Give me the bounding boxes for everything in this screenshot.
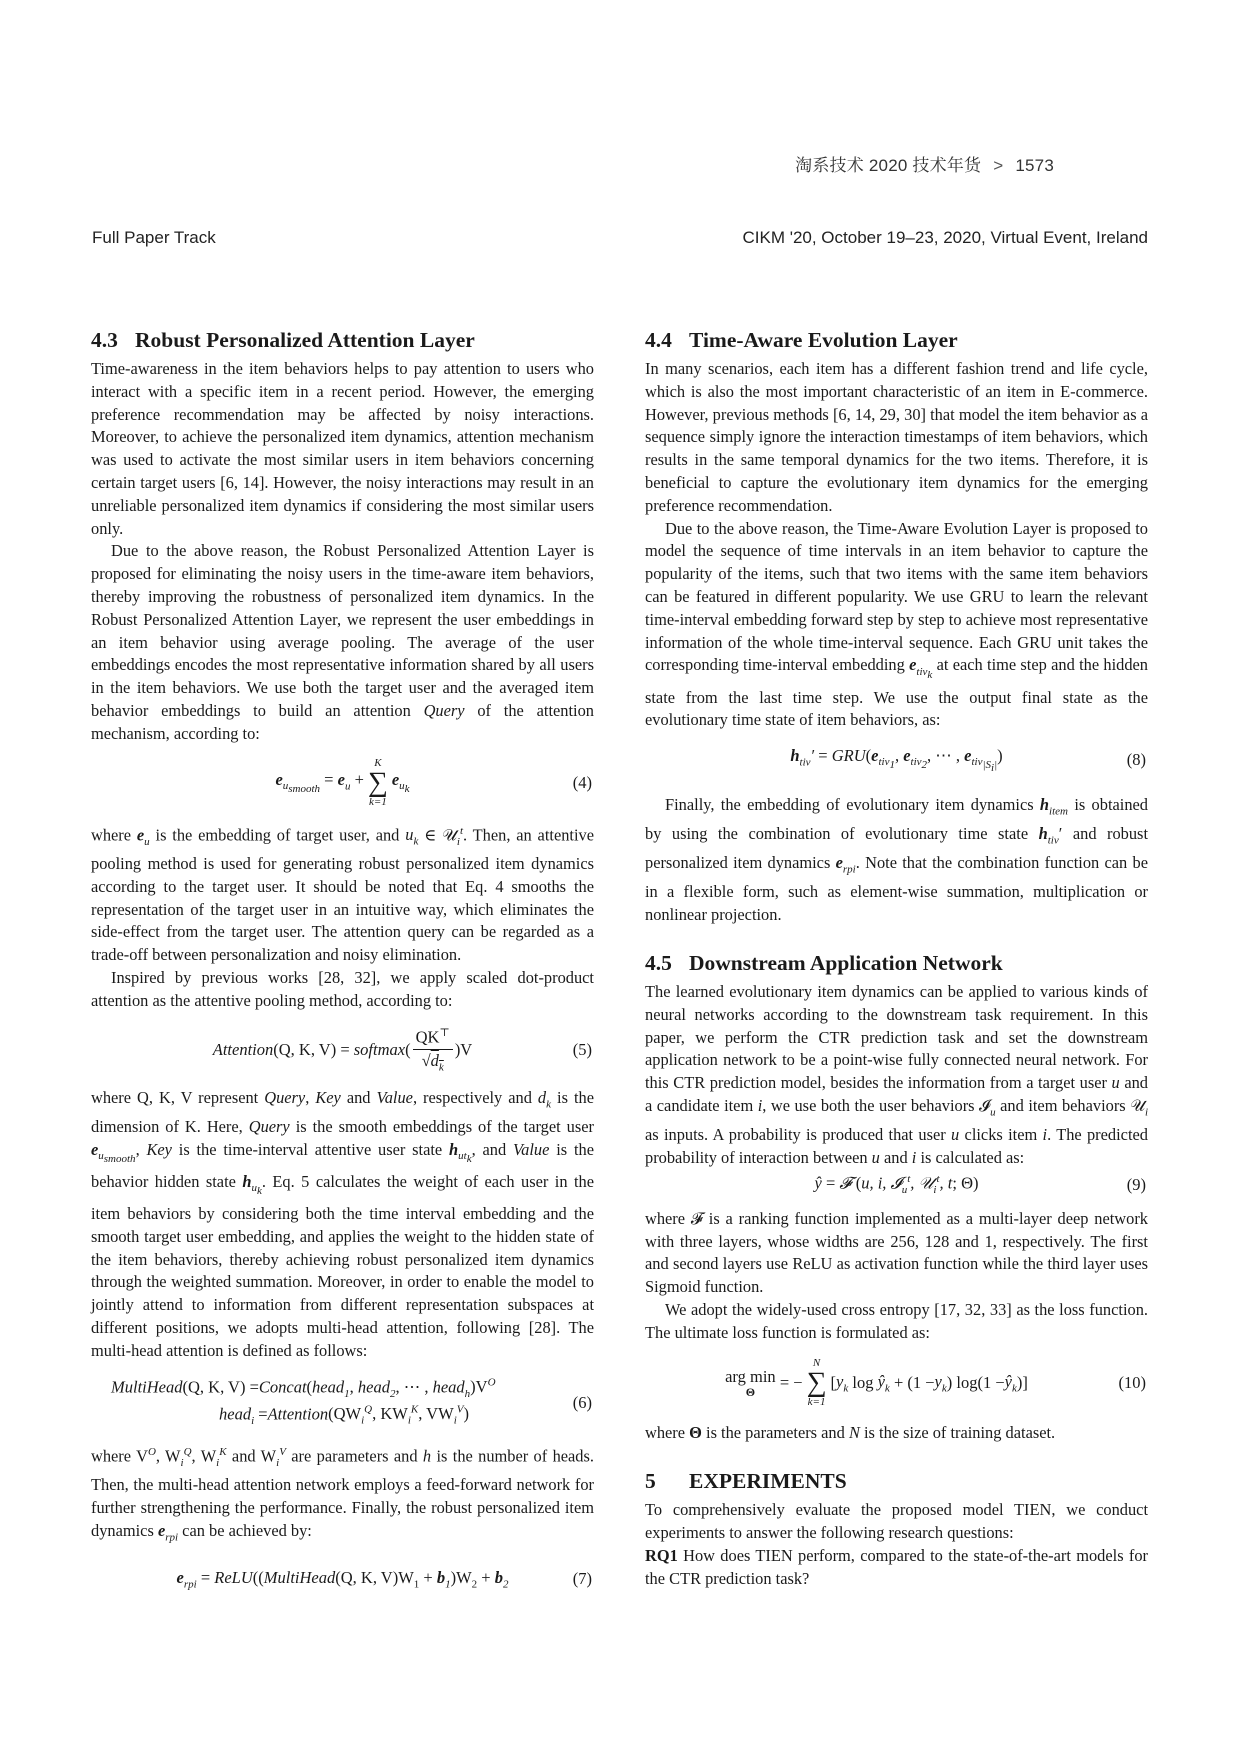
text-run: is the embedding of target user, and — [155, 825, 400, 845]
page-number: 1573 — [1015, 156, 1054, 175]
text-run: are parameters and — [291, 1446, 418, 1466]
section-number: 4.4 — [645, 328, 672, 352]
text-run: where — [645, 1423, 686, 1443]
equation-7: $e_{rpi}$ = ReLU((MultiHead(Q, K, $V)W_1 + b_1)W_2 + b_2$ (7) — [176, 1567, 592, 1591]
right-column — [645, 326, 1148, 1590]
text-run: . Note that the combination function can be in a flexible form, such as element-wise summation, multiplication or nonlinear projection. — [645, 853, 1148, 925]
section-title: Robust Personalized Attention Layer — [135, 328, 475, 352]
section-number: 4.5 — [645, 951, 672, 976]
text-run: , and — [471, 1139, 507, 1159]
section-title: Downstream Application Network — [689, 951, 1003, 976]
running-header-right: CIKM '20, October 19–23, 2020, Virtual Event, Ireland — [742, 228, 1148, 247]
section-heading-5 — [645, 1467, 1148, 1495]
text-run: Key — [315, 1087, 341, 1107]
text-run: is the smooth embeddings of the target user — [295, 1116, 594, 1136]
paragraph: where 𝓕 is a ranking function implemented as a multi-layer deep network with three layers, whose widths are 256, 128 and 1, respectively. The first and second layers use ReLU as activation function while the third layer uses Sigmoid function. — [645, 1208, 1148, 1297]
equation-number: (9) — [1126, 1174, 1146, 1194]
paragraph — [91, 540, 594, 745]
equation-9: ŷ = 𝓕 (u, i, 𝓘$_u^t$, 𝒰$_i^t$, t; Θ) (9) — [814, 1173, 1146, 1197]
paragraph: Due to the above reason, the Time-Aware Evolution Layer is proposed to model the sequence of time intervals in an item behavior to capture the popularity of the items, such that two items with the same item behaviors can be featured in different popularity. We use GRU to learn the relevant time-interval embedding forward step by step to achieve most representative information of the whole time-interval sequence. Each GRU unit takes the corresponding time-interval embedding $e_{tiv_k}$ at each time step and the hidden state from the last time step. We use the output final state as the evolutionary time state of item behaviors, as: — [645, 518, 1148, 730]
text-run: where Q, K, V represent — [91, 1087, 259, 1107]
header-separator: > — [993, 156, 1004, 175]
text-run: Query — [248, 1116, 290, 1136]
equation-4: $e_{u_{smooth}} = e_u$ + K ∑ k=1 $e_{u_k}$ (4) — [275, 756, 592, 808]
text-run: Key — [146, 1139, 172, 1159]
text-run: is the dimension of K. Here, — [91, 1087, 594, 1136]
section-heading-4-5 — [645, 949, 1148, 977]
equation-number: (8) — [1126, 750, 1146, 770]
text-run: , we use both the user behaviors — [762, 1096, 975, 1116]
equation-6: MultiHead(Q, K, V) =Concat(head$_1$, head$_2$, ⋯ , $head_h)V^O$ head$_i$ $=Attention(QW_i^Q$, $KW_i^K$, $VW_i^V$) (6) — [111, 1376, 592, 1427]
text-run: is the behavior hidden state — [91, 1139, 594, 1191]
text-run: clicks item — [964, 1125, 1038, 1145]
text-run: is calculated as: — [920, 1147, 1025, 1167]
text-run: is the number of heads. Then, the multi-head attention network employs a feed-forward network for further strengthening the performance. Finally, the robust personalized item dynamics — [91, 1446, 594, 1540]
text-run: and robust personalized item dynamics — [645, 824, 1148, 873]
section-title: EXPERIMENTS — [689, 1469, 847, 1494]
section-heading-4-3 — [91, 326, 594, 354]
text-run: The learned evolutionary item dynamics can be applied to various kinds of neural networks according to the downstream task requirement. In this paper, we perform the CTR prediction task and set the downstream application network to be a point-wise fully connected neural network. For this CTR prediction model, besides the information from a target user — [645, 982, 1148, 1093]
text-run: is the time-interval attentive user state — [178, 1139, 443, 1159]
text-run: is obtained by using the combination of evolutionary time state — [645, 795, 1148, 844]
text-run: and — [346, 1087, 371, 1107]
text-run: , respectively and — [412, 1087, 532, 1107]
paragraph: We adopt the widely-used cross entropy [17, 32, 33] as the loss function. The ultimate loss function is formulated as: — [645, 1299, 1148, 1342]
text-run: of the attention mechanism, according to: — [91, 700, 594, 743]
paragraph: where $V^O$, $W_i^Q$, $W_i^K$ and $W_i^V$ are parameters and h is the number of heads. Then, the multi-head attention network employs a feed-forward network for further strengthening the performance. Finally, the robust personalized item dynamics $e_{rpi}$ can be achieved by: — [91, 1445, 594, 1544]
paragraph: Finally, the embedding of evolutionary item dynamics $h_{item}$ is obtained by using the combination of evolutionary time state $h_{tiv}'$ and robust personalized item dynamics $e_{rpi}$. Note that the combination function can be in a flexible form, such as element-wise summation, multiplication or nonlinear projection. — [645, 795, 1148, 925]
text-run: and a candidate item — [645, 1073, 1148, 1116]
paragraph: where $e_u$ is the embedding of target user, and $u_k$ ∈ 𝒰$_i^t$. Then, an attentive pooling method is used for generating robust personalized item dynamics according to the target user. It should be noted that Eq. 4 smooths the representation of the target user in an intuitive way, which eliminates the side-effect from the target user. The attention query can be regarded as a trade-off between personalization and noisy elimination. — [91, 824, 594, 965]
text-run: Due to the above reason, the Time-Aware Evolution Layer is proposed to model the sequence of time intervals in an item behavior to capture the popularity of the items, such that two items with the same item behaviors can be featured in different popularity. We use GRU to learn the relevant time-interval embedding forward step by step to achieve most representative information of the whole time-interval sequence. Each GRU unit takes the corresponding time-interval embedding — [645, 518, 1148, 675]
paragraph: The learned evolutionary item dynamics can be applied to various kinds of neural networks according to the downstream task requirement. In this paper, we perform the CTR prediction task and set the downstream application network to be a point-wise fully connected neural network. For this CTR prediction model, besides the information from a target user u and a candidate item i, we use both the user behaviors 𝓘$_u$ and item behaviors 𝒰$_i$ as inputs. A probability is produced that user u clicks item i. The predicted probability of interaction between u and i is calculated as: — [645, 982, 1149, 1167]
publication-title: 淘系技术 2020 技术年货 — [795, 156, 982, 175]
section-heading-4-4 — [645, 326, 1148, 354]
text-run: can be achieved by: — [182, 1520, 312, 1540]
text-run: and — [883, 1147, 908, 1167]
running-header-left: Full Paper Track — [92, 228, 216, 247]
paragraph: Inspired by previous works [28, 32], we apply scaled dot-product attention as the attentive pooling method, according to: — [91, 968, 594, 1010]
text-run: Due to the above reason, the Robust Personalized Attention Layer is proposed for eliminating the noisy users in the time-aware item behaviors, thereby improving the robustness of personalized item dynamics. In the Robust Personalized Attention Layer, we represent the user embeddings in an item behavior using average pooling. The average of the user embeddings encodes the most representative information shared by all users in the item behaviors. We use both the target user and the averaged item behavior embeddings to build an attention — [91, 541, 594, 720]
equation-number: (7) — [572, 1568, 592, 1588]
equation-10: arg min Θ = − N ∑ k=1 [ $y_k$ log $ŷ_k$ + (1 − $y_k$ ) log(1 − $ŷ_k$ )] (10) — [725, 1357, 1146, 1409]
text-run: is the parameters and — [706, 1423, 845, 1443]
text-run: where — [91, 825, 132, 845]
equation-number: (5) — [572, 1039, 592, 1059]
text-run: . Then, an attentive pooling method is used for generating robust personalized item dynamics according to the target user. It should be noted that Eq. 4 smooths the representation of the target user in an intuitive way, which eliminates the side-effect from the target user. The attention query can be regarded as a trade-off between personalization and noisy elimination. — [91, 825, 594, 965]
equation-number: (6) — [572, 1392, 592, 1412]
text-run: where — [645, 1208, 686, 1228]
text-run: as inputs. A probability is produced that user — [645, 1125, 946, 1145]
text-run: at each time step and the hidden state from the last time step. We use the output final state as the evolutionary time state of item behaviors, as: — [645, 655, 1148, 730]
text-run: Query — [423, 700, 465, 720]
paragraph: where Θ is the parameters and N is the size of training dataset. — [645, 1423, 1056, 1443]
text-run: Value — [376, 1087, 413, 1107]
section-number: 4.3 — [91, 328, 118, 352]
equation-number: (4) — [572, 772, 592, 792]
text-run: Query — [264, 1087, 306, 1107]
section-number: 5 — [645, 1469, 656, 1494]
text-run: and item behaviors — [1000, 1096, 1126, 1116]
text-run: Value — [512, 1139, 550, 1159]
paragraph: Time-awareness in the item behaviors helps to pay attention to users who interact with a specific item in a recent period. However, the emerging preference recommendation may be affected by noisy interactions. Moreover, to achieve the personalized item dynamics, attention mechanism was used to activate the most similar users in item behaviors concerning certain target users [6, 14]. However, the noisy interactions may result in an unreliable personalized item dynamics if considering the most similar users only. — [91, 359, 594, 538]
paragraph: To comprehensively evaluate the proposed model TIEN, we conduct experiments to answer the following research questions: — [645, 1500, 1148, 1543]
paragraph: where Q, K, V represent Query, Key and Value, respectively and $d_k$ is the dimension of K. Here, Query is the smooth embeddings of the target user $e_{u_{smooth}}$, Key is the time-interval attentive user state $h_{ut_k}$, and Value is the behavior hidden state $h_{u_k}$. Eq. 5 calculates the weight of each user in the item behaviors by considering both the time interval embedding and the smooth target user embedding, and applies the weight to the hidden state of the item behaviors, thereby achieving robust personalized item dynamics through the weighted summation. Moreover, in order to enable the model to jointly attend to information from different representation subspaces at different positions, we adopts multi-head attention, following [28]. The multi-head attention is defined as follows: — [91, 1087, 594, 1360]
equation-number: (10) — [1118, 1373, 1146, 1393]
equation-5: Attention(Q, K, V) = softmax( $\frac{QK^⊤}{√d_k}$ )V (5) — [212, 1027, 592, 1074]
text-run: is the size of training dataset. — [863, 1423, 1056, 1443]
text-run: . Eq. 5 calculates the weight of each user in the item behaviors by considering both the time interval embedding and the smooth target user embedding, and applies the weight to the hidden state of the item behaviors, thereby achieving robust personalized item dynamics through the weighted summation. Moreover, in order to enable the model to jointly attend to information from different representation subspaces at different positions, we adopts multi-head attention, following [28]. The multi-head attention is defined as follows: — [91, 1171, 594, 1360]
text-run: How does TIEN perform, compared to the state-of-the-art models for the CTR prediction task? — [645, 1545, 1148, 1588]
text-run: . The predicted probability of interaction between — [645, 1125, 1148, 1167]
paragraph: In many scenarios, each item has a different fashion trend and life cycle, which is also the most important characteristic of an item in E-commerce. However, previous methods [6, 14, 29, 30] that model the item behavior as a sequence simply ignore the interaction timestamps of item behaviors, which results in the same temporal dynamics for the two items. Therefore, it is beneficial to capture the evolutionary item dynamics for the emerging preference recommendation. — [645, 359, 1148, 515]
equation-8: $h_{tiv}' = GRU(e_{tiv_1}$, $e_{tiv_2}$, ⋯ , $e_{tiv_{|S_i|}}$) (8) — [790, 745, 1146, 775]
text-run: where — [91, 1446, 132, 1466]
section-title: Time-Aware Evolution Layer — [689, 328, 958, 352]
paragraph — [645, 1545, 1148, 1591]
text-run: is a ranking function implemented as a multi-layer deep network with three layers, whose widths are 256, 128 and 1, respectively. The first and second layers use ReLU as activation function while the third layer uses Sigmoid function. — [645, 1208, 1148, 1297]
text-run: Finally, the embedding of evolutionary item dynamics — [665, 795, 1034, 815]
page-header — [795, 151, 1054, 176]
research-question-label: RQ1 — [645, 1545, 678, 1565]
left-column — [91, 326, 594, 1595]
